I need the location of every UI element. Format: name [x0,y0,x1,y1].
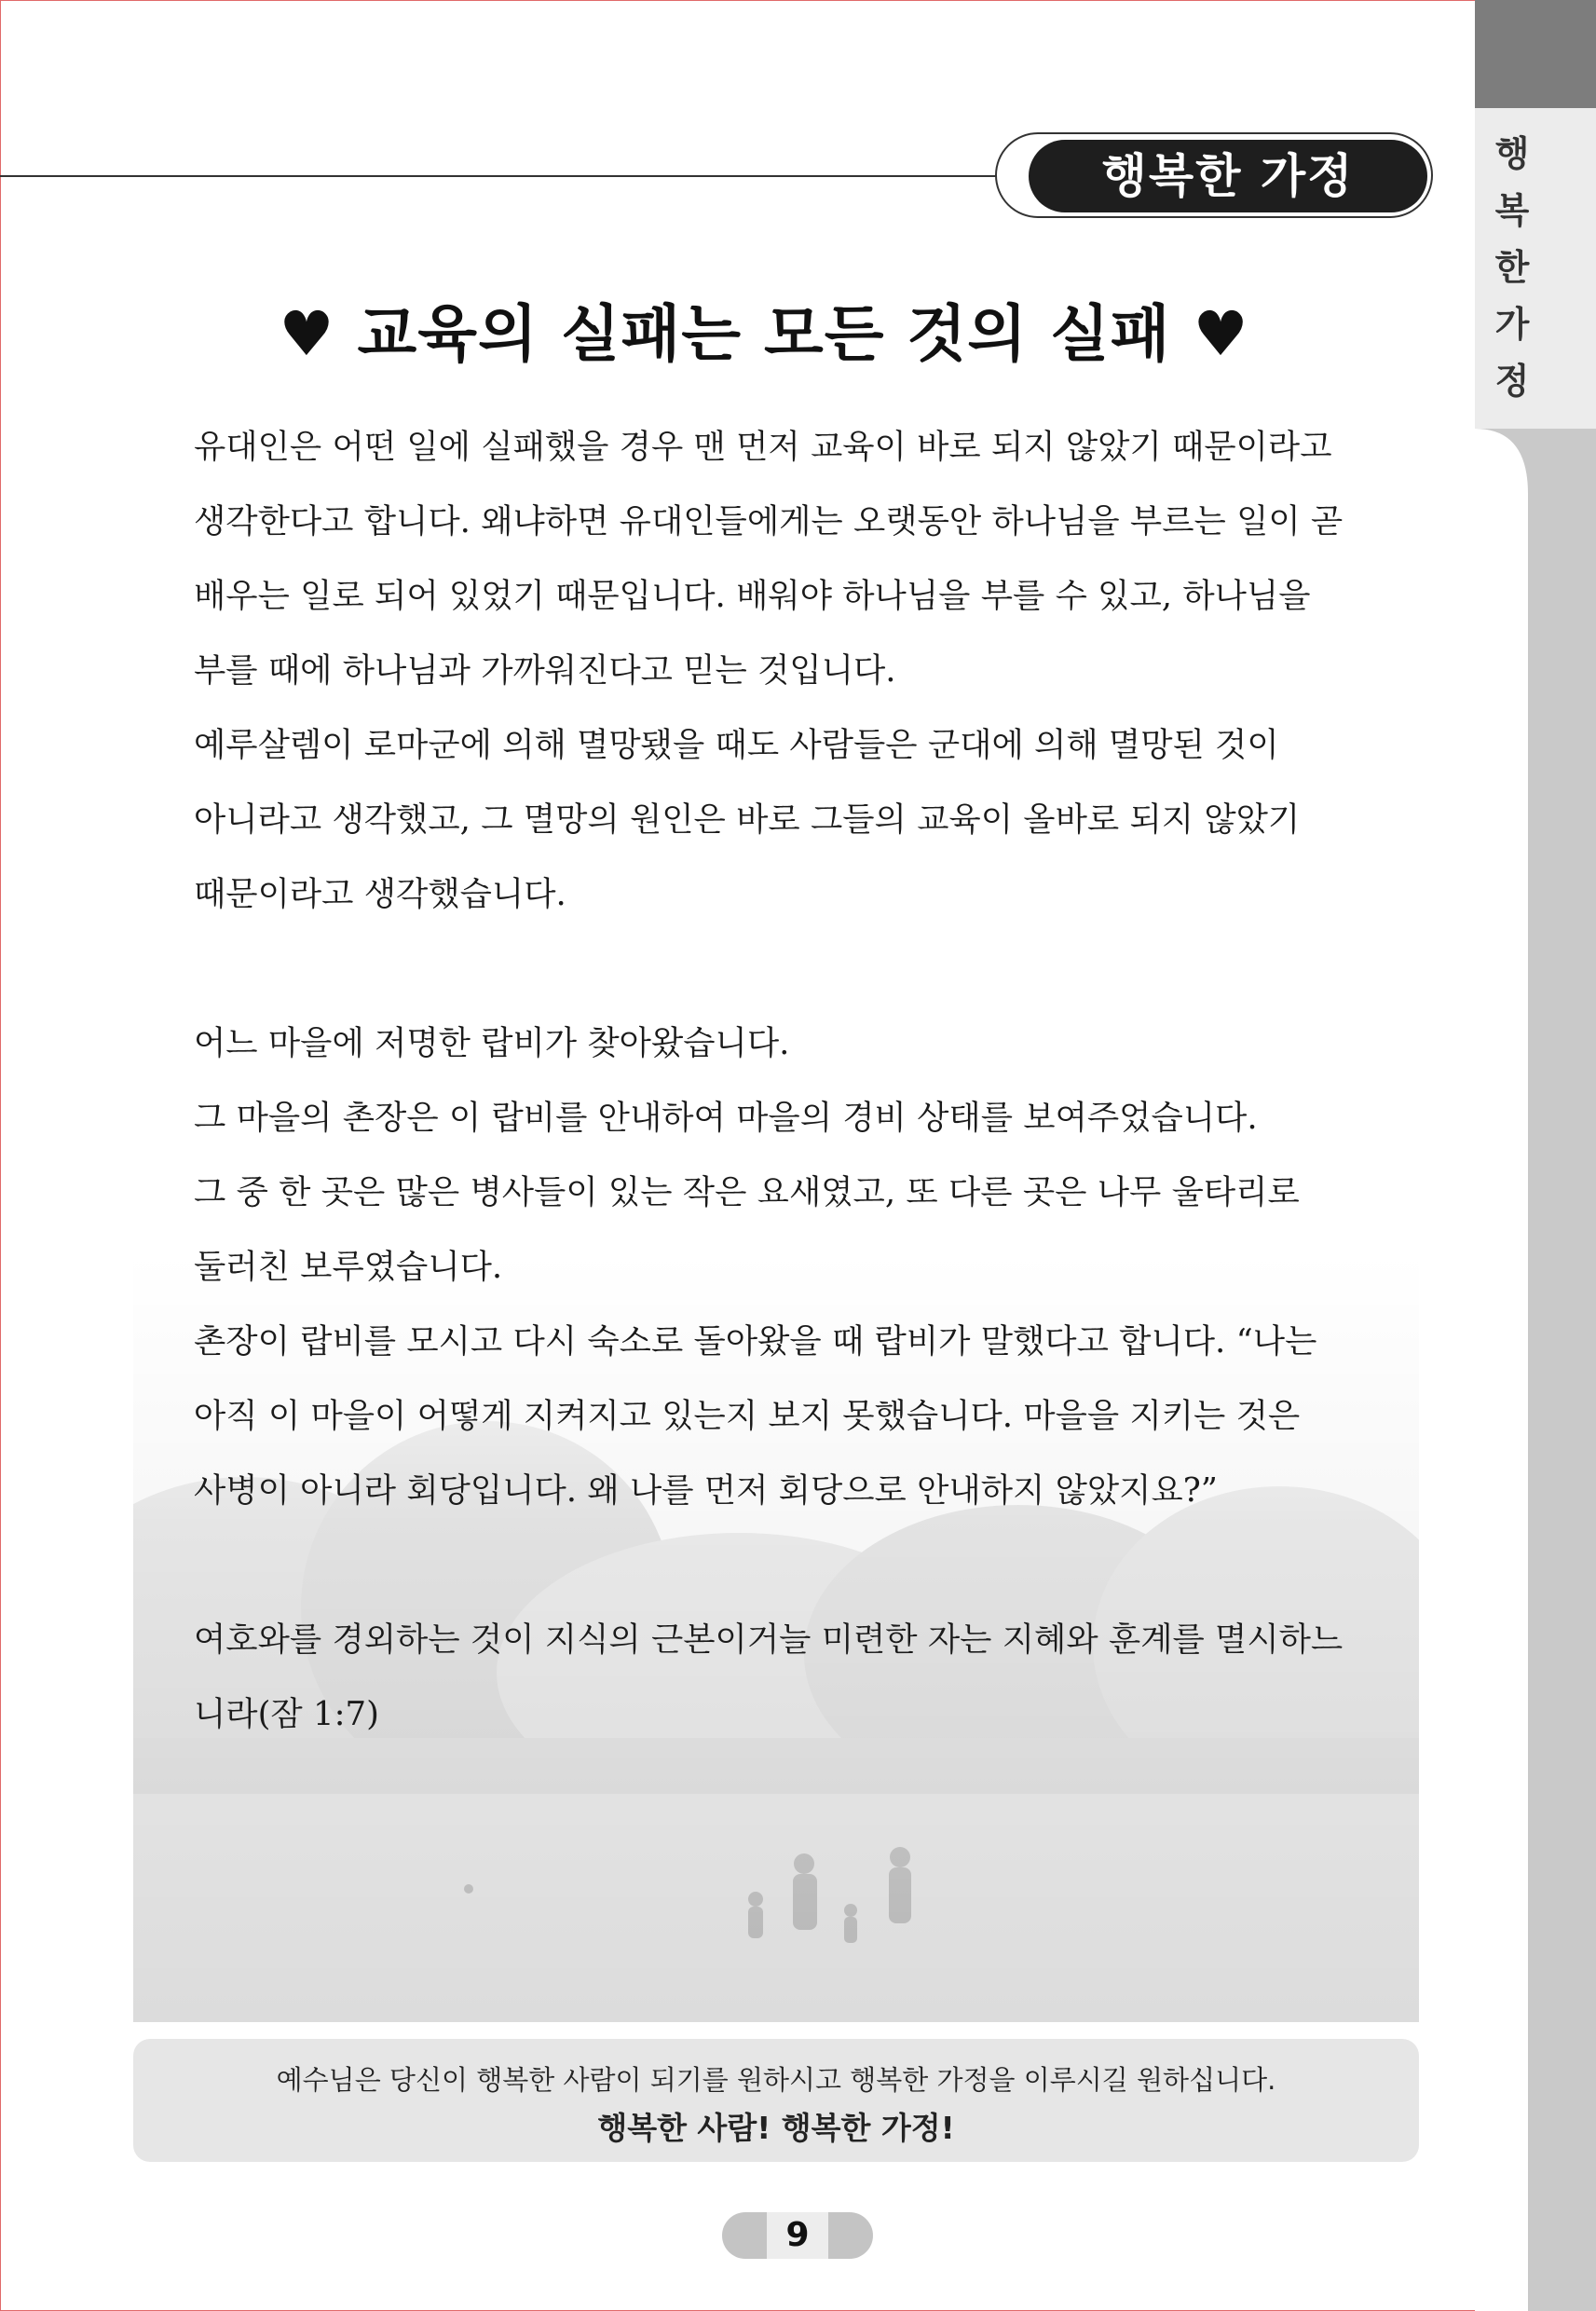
scripture-line: 니라(잠 1:7) [194,1695,379,1733]
body-line: 부를 때에 하나님과 가까워진다고 믿는 것입니다. [194,651,896,690]
paragraph-gap [194,932,1372,1006]
article-body [194,410,1372,1752]
body-line: 사병이 아니라 회당입니다. 왜 나를 먼저 회당으로 안내하지 않았지요?” [194,1471,1218,1510]
scripture-line: 여호와를 경외하는 것이 지식의 근본이거늘 미련한 자는 지혜와 훈계를 멸시하느 [194,1620,1344,1659]
footer-message-box [133,2039,1419,2162]
body-line: 예루살렘이 로마군에 의해 멸망됐을 때도 사람들은 군대에 의해 멸망된 것이 [194,726,1279,764]
header-section-label: 행복한 가정 [1029,140,1427,212]
body-line: 그 마을의 촌장은 이 랍비를 안내하여 마을의 경비 상태를 보여주었습니다. [194,1099,1258,1137]
body-line: 유대인은 어떤 일에 실패했을 경우 맨 먼저 교육이 바로 되지 않았기 때문이라고 [194,428,1332,466]
body-line: 배우는 일로 되어 있었기 때문입니다. 배워야 하나님을 부를 수 있고, 하나님을 [194,577,1311,615]
side-tab-label [1475,126,1549,410]
body-line: 촌장이 랍비를 모시고 다시 숙소로 돌아왔을 때 랍비가 말했다고 합니다. “나는 [194,1322,1317,1361]
body-line: 어느 마을에 저명한 랍비가 찾아왔습니다. [194,1024,790,1062]
side-tab-char: 행 [1494,133,1530,174]
side-tab-char: 가 [1494,304,1530,345]
footer-slogan: 행복한 사람! 행복한 가정! [597,2110,955,2146]
body-line: 둘러친 보루였습니다. [194,1248,503,1286]
body-line: 아직 이 마을이 어떻게 지켜지고 있는지 보지 못했습니다. 마을을 지키는 것은 [194,1397,1301,1435]
header-rule [0,175,1002,177]
page-number: 9 [767,2212,828,2259]
side-tab-curve [1475,410,1596,2311]
footer-message: 예수님은 당신이 행복한 사람이 되기를 원하시고 행복한 가정을 이루시길 원하십니다. [276,2064,1276,2096]
paragraph-gap [194,1528,1372,1603]
body-line: 생각한다고 합니다. 왜냐하면 유대인들에게는 오랫동안 하나님을 부르는 일이 곧 [194,502,1344,540]
page-title: ♥ 교육의 실패는 모든 것의 실패 ♥ [279,298,1249,370]
side-tab-top-block [1475,0,1596,108]
body-line: 아니라고 생각했고, 그 멸망의 원인은 바로 그들의 교육이 올바로 되지 않았기 [194,800,1301,839]
side-tab-char: 복 [1494,190,1530,231]
side-tab-char: 정 [1494,361,1530,402]
side-tab-char: 한 [1494,247,1530,288]
body-line: 때문이라고 생각했습니다. [194,875,566,913]
body-line: 그 중 한 곳은 많은 병사들이 있는 작은 요새였고, 또 다른 곳은 나무 울타리로 [194,1173,1300,1211]
